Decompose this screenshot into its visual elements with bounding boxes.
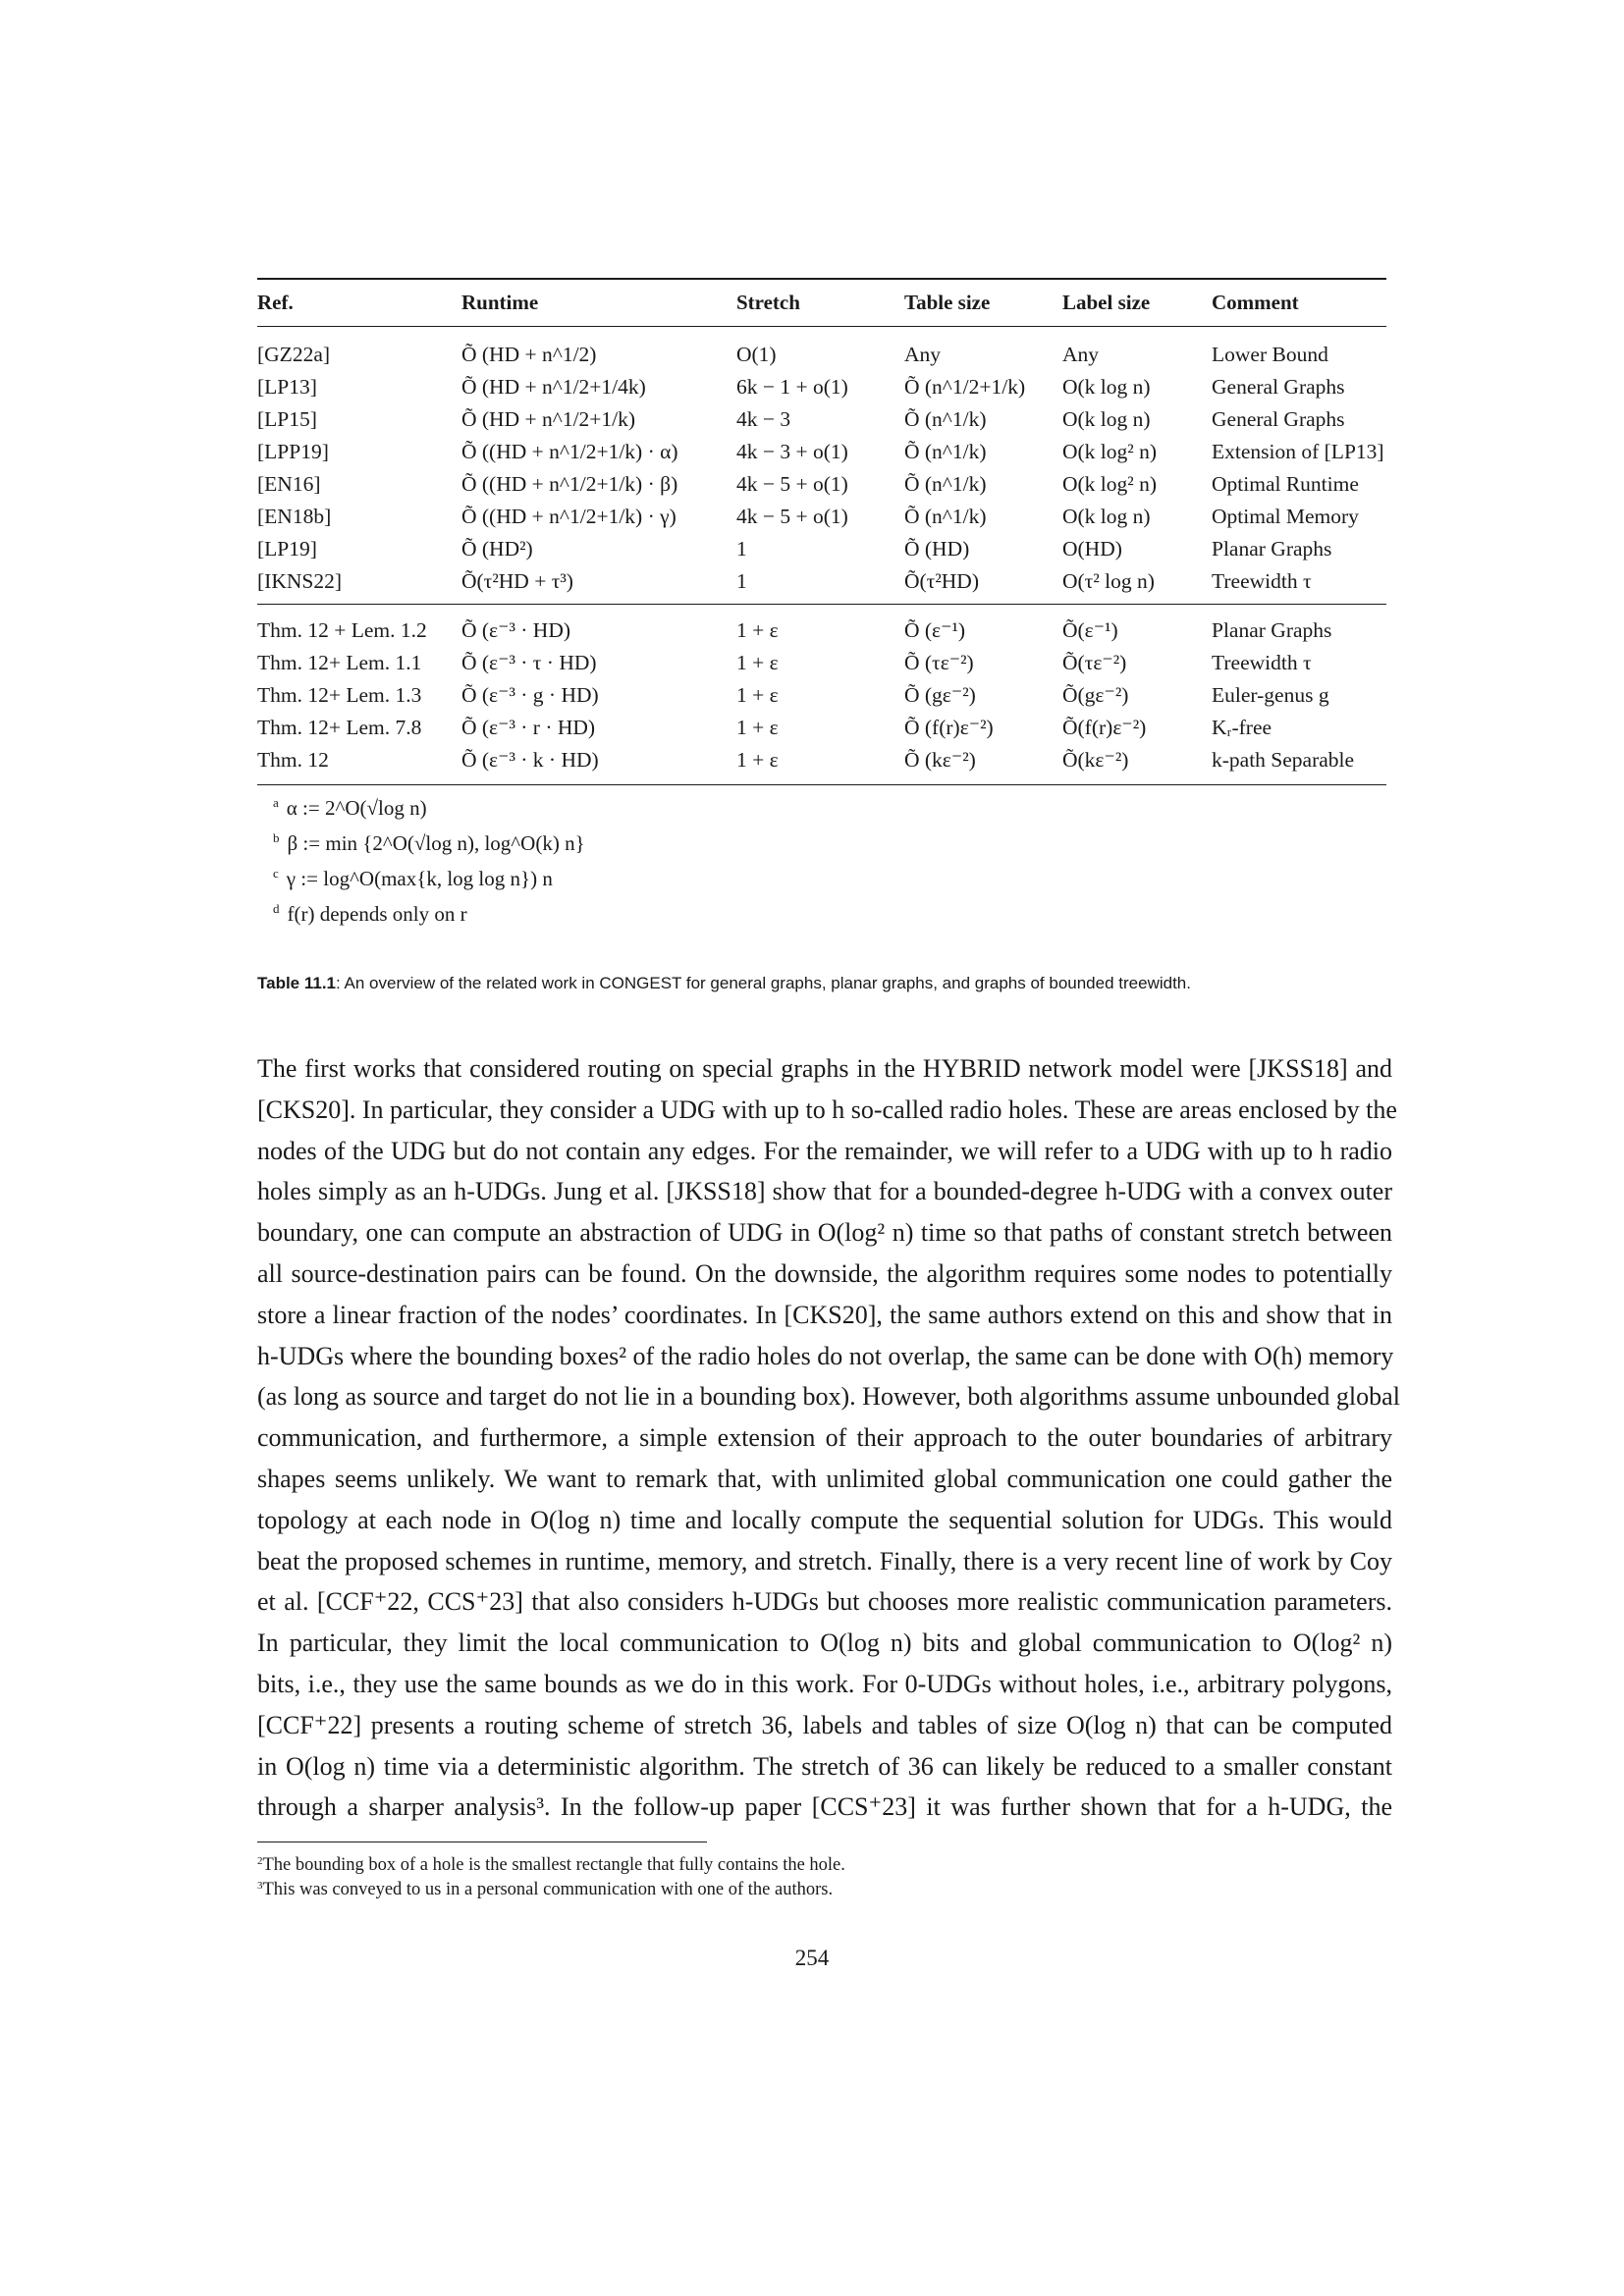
cell-label-size: O(HD) — [1062, 537, 1122, 561]
table-note-text: β := min {2^O(√log n), log^O(k) n} — [287, 831, 585, 855]
cell-comment: Kᵣ-free — [1212, 716, 1272, 739]
body-line: In particular, they limit the local communication to O(log n) bits and global communication to O(log² n) — [257, 1629, 1392, 1658]
body-line: through a sharper analysis³. In the follow-up paper [CCS⁺23] it was further shown that for a h-UDG, the — [257, 1792, 1392, 1822]
cell-ref: [EN16] — [257, 472, 321, 496]
body-line: (as long as source and target do not lie in a bounding box). However, both algorithms assume unbounded global — [257, 1382, 1400, 1412]
table-note — [273, 821, 585, 856]
cell-runtime: Õ (HD + n^1/2) — [461, 343, 597, 366]
body-line: beat the proposed schemes in runtime, memory, and stretch. Finally, there is a very recent line of work by Coy — [257, 1546, 1392, 1575]
body-line: all source-destination pairs can be found. On the downside, the algorithm requires some nodes to potentially — [257, 1258, 1392, 1288]
cell-ref: Thm. 12+ Lem. 7.8 — [257, 716, 422, 739]
caption-label: Table 11.1 — [257, 974, 337, 992]
cell-comment: Optimal Memory — [1212, 505, 1359, 528]
table-note-mark: d — [273, 901, 280, 916]
body-line: bits, i.e., they use the same bounds as we do in this work. For 0-UDGs without holes, i.e., arbitrary polygons, — [257, 1669, 1392, 1698]
body-line: holes simply as an h-UDGs. Jung et al. [JKSS18] show that for a bounded-degree h-UDG with a convex outer — [257, 1177, 1392, 1206]
body-line: The first works that considered routing on special graphs in the HYBRID network model were [JKSS18] and — [257, 1054, 1392, 1083]
header-runtime: Runtime — [461, 291, 539, 314]
cell-table-size: Õ (ε⁻¹) — [904, 618, 966, 642]
footnote — [257, 1874, 845, 1898]
cell-label-size: Õ(f(r)ε⁻²) — [1062, 716, 1147, 739]
cell-ref: [LP19] — [257, 537, 317, 561]
cell-label-size: O(k log² n) — [1062, 440, 1158, 463]
cell-label-size: O(τ² log n) — [1062, 569, 1155, 593]
table-note-text: f(r) depends only on r — [287, 902, 467, 926]
table-note — [273, 856, 585, 891]
cell-stretch: O(1) — [736, 343, 777, 366]
cell-stretch: 1 + ε — [736, 618, 779, 642]
cell-ref: [EN18b] — [257, 505, 332, 528]
cell-stretch: 1 + ε — [736, 716, 779, 739]
header-stretch: Stretch — [736, 291, 800, 314]
body-line: communication, and furthermore, a simple extension of their approach to the outer boundaries of arbitrary — [257, 1423, 1392, 1453]
body-line: topology at each node in O(log n) time and locally compute the sequential solution for UDGs. This would — [257, 1505, 1392, 1534]
cell-comment: Treewidth τ — [1212, 569, 1312, 593]
related-work-table-container — [257, 278, 1386, 785]
cell-label-size: Õ(gε⁻²) — [1062, 683, 1129, 707]
table-note-mark: a — [273, 795, 279, 810]
cell-ref: Thm. 12 — [257, 748, 329, 772]
body-line: et al. [CCF⁺22, CCS⁺23] that also considers h-UDGs but chooses more realistic communication parameters. — [257, 1587, 1392, 1617]
table-row — [257, 533, 1386, 565]
cell-ref: Thm. 12 + Lem. 1.2 — [257, 618, 427, 642]
table-header-row — [257, 279, 1386, 327]
cell-table-size: Õ (HD) — [904, 537, 970, 561]
our-results-rows — [257, 605, 1386, 785]
cell-label-size: O(k log n) — [1062, 505, 1151, 528]
cell-table-size: Õ (n^1/k) — [904, 440, 987, 463]
footnote-text: This was conveyed to us in a personal communication with one of the authors. — [262, 1880, 834, 1899]
cell-stretch: 4k − 3 — [736, 407, 791, 431]
cell-ref: Thm. 12+ Lem. 1.1 — [257, 651, 422, 674]
cell-runtime: Õ (ε⁻³ · k · HD) — [461, 748, 599, 772]
cell-runtime: Õ (HD²) — [461, 537, 533, 561]
cell-table-size: Õ (kε⁻²) — [904, 748, 976, 772]
cell-runtime: Õ ((HD + n^1/2+1/k) · α) — [461, 440, 678, 463]
cell-comment: Extension of [LP13] — [1212, 440, 1384, 463]
cell-label-size: Õ(kε⁻²) — [1062, 748, 1129, 772]
cell-ref: [LP15] — [257, 407, 317, 431]
body-line: shapes seems unlikely. We want to remark that, with unlimited global communication one could gather the — [257, 1464, 1392, 1493]
cell-comment: General Graphs — [1212, 375, 1345, 399]
cell-ref: [GZ22a] — [257, 343, 331, 366]
cell-comment: Treewidth τ — [1212, 651, 1312, 674]
cell-stretch: 4k − 5 + o(1) — [736, 472, 848, 496]
cell-table-size: Õ (n^1/k) — [904, 505, 987, 528]
cell-ref: [LPP19] — [257, 440, 329, 463]
cell-stretch: 4k − 3 + o(1) — [736, 440, 848, 463]
cell-comment: General Graphs — [1212, 407, 1345, 431]
table-row — [257, 712, 1386, 744]
cell-table-size: Õ (n^1/k) — [904, 407, 987, 431]
cell-stretch: 1 + ε — [736, 683, 779, 707]
cell-label-size: O(k log n) — [1062, 407, 1151, 431]
cell-label-size: O(k log² n) — [1062, 472, 1158, 496]
header-ref: Ref. — [257, 291, 294, 314]
body-line: boundary, one can compute an abstraction of UDG in O(log² n) time so that paths of constant stretch between — [257, 1218, 1392, 1248]
table-notes — [273, 785, 585, 927]
table-row — [257, 436, 1386, 468]
table-note — [273, 785, 585, 821]
body-line: nodes of the UDG but do not contain any edges. For the remainder, we will refer to a UDG with up to h radio — [257, 1136, 1392, 1165]
table-row — [257, 403, 1386, 436]
table-note-mark: c — [273, 866, 279, 881]
cell-label-size: Any — [1062, 343, 1100, 366]
table-row — [257, 371, 1386, 403]
cell-runtime: Õ(τ²HD + τ³) — [461, 569, 573, 593]
cell-comment: Optimal Runtime — [1212, 472, 1359, 496]
cell-runtime: Õ ((HD + n^1/2+1/k) · β) — [461, 472, 678, 496]
cell-comment: Euler-genus g — [1212, 683, 1329, 707]
table-row — [257, 565, 1386, 605]
cell-ref: Thm. 12+ Lem. 1.3 — [257, 683, 422, 707]
cell-label-size: O(k log n) — [1062, 375, 1151, 399]
cell-stretch: 4k − 5 + o(1) — [736, 505, 848, 528]
table-row — [257, 605, 1386, 648]
prior-work-rows — [257, 327, 1386, 605]
footnote-mark: 2 — [257, 1855, 263, 1867]
cell-runtime: Õ (ε⁻³ · g · HD) — [461, 683, 599, 707]
footnote-text: The bounding box of a hole is the smallest rectangle that fully contains the hole. — [262, 1855, 845, 1875]
body-line: store a linear fraction of the nodes’ coordinates. In [CKS20], the same authors extend on this and show that in — [257, 1300, 1392, 1329]
cell-stretch: 1 — [736, 569, 747, 593]
header-table-size: Table size — [904, 291, 991, 314]
cell-runtime: Õ ((HD + n^1/2+1/k) · γ) — [461, 505, 677, 528]
cell-stretch: 1 — [736, 537, 747, 561]
cell-ref: [LP13] — [257, 375, 317, 399]
footnote — [257, 1849, 845, 1874]
cell-comment: k-path Separable — [1212, 748, 1355, 772]
cell-table-size: Õ (gε⁻²) — [904, 683, 976, 707]
cell-runtime: Õ (ε⁻³ · HD) — [461, 618, 571, 642]
cell-label-size: Õ(ε⁻¹) — [1062, 618, 1118, 642]
table-row — [257, 679, 1386, 712]
cell-table-size: Õ (n^1/k) — [904, 472, 987, 496]
related-work-table — [257, 278, 1386, 785]
cell-comment: Lower Bound — [1212, 343, 1328, 366]
cell-comment: Planar Graphs — [1212, 537, 1332, 561]
table-note-mark: b — [273, 830, 280, 845]
body-paragraph — [257, 1048, 1400, 1828]
header-label-size: Label size — [1062, 291, 1151, 314]
table-note-text: α := 2^O(√log n) — [286, 796, 427, 820]
table-row — [257, 647, 1386, 679]
cell-runtime: Õ (ε⁻³ · r · HD) — [461, 716, 596, 739]
table-caption — [257, 974, 1396, 993]
header-comment: Comment — [1212, 291, 1299, 314]
cell-runtime: Õ (HD + n^1/2+1/k) — [461, 407, 636, 431]
body-line: h-UDGs where the bounding boxes² of the radio holes do not overlap, the same can be done with O(h) memory — [257, 1341, 1394, 1370]
cell-ref: [IKNS22] — [257, 569, 342, 593]
cell-stretch: 1 + ε — [736, 748, 779, 772]
cell-runtime: Õ (ε⁻³ · τ · HD) — [461, 651, 597, 674]
body-line: in O(log n) time via a deterministic algorithm. The stretch of 36 can likely be reduced to a smaller constant — [257, 1751, 1392, 1781]
cell-label-size: Õ(τε⁻²) — [1062, 651, 1127, 674]
body-line: [CKS20]. In particular, they consider a UDG with up to h so-called radio holes. These are areas enclosed by the — [257, 1095, 1397, 1124]
table-note-text: γ := log^O(max{k, log log n}) n — [286, 867, 553, 890]
cell-table-size: Õ (τε⁻²) — [904, 651, 974, 674]
table-row — [257, 501, 1386, 533]
page-number: 254 — [794, 1946, 830, 1970]
body-line: [CCF⁺22] presents a routing scheme of stretch 36, labels and tables of size O(log n) that can be computed — [257, 1710, 1392, 1739]
cell-comment: Planar Graphs — [1212, 618, 1332, 642]
cell-stretch: 6k − 1 + o(1) — [736, 375, 848, 399]
cell-table-size: Õ (n^1/2+1/k) — [904, 375, 1026, 399]
table-row — [257, 468, 1386, 501]
table-row — [257, 744, 1386, 785]
cell-table-size: Õ(τ²HD) — [904, 569, 979, 593]
cell-stretch: 1 + ε — [736, 651, 779, 674]
cell-table-size: Õ (f(r)ε⁻²) — [904, 716, 994, 739]
footnote-mark: 3 — [257, 1880, 263, 1892]
cell-table-size: Any — [904, 343, 942, 366]
cell-runtime: Õ (HD + n^1/2+1/4k) — [461, 375, 646, 399]
table-note — [273, 891, 585, 927]
caption-text: : An overview of the related work in CONGEST for general graphs, planar graphs, and graphs of bounded treewidth. — [336, 974, 1191, 992]
table-row — [257, 327, 1386, 372]
page-footnotes — [257, 1849, 845, 1898]
